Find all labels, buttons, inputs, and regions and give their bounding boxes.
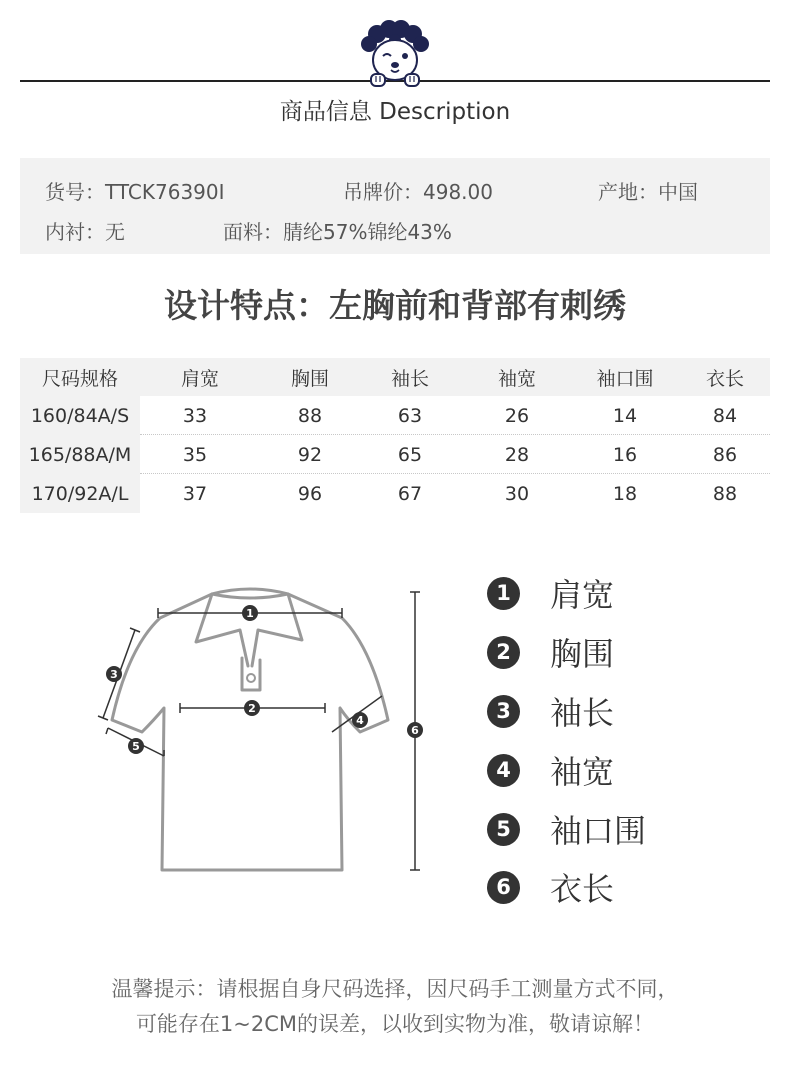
value-cell: 14	[612, 404, 638, 427]
measurement-note-line-2: 可能存在1~2CM的误差，以收到实物为准，敬请谅解！	[135, 1012, 655, 1036]
collar-band	[212, 594, 288, 598]
value-cell: 67	[397, 482, 423, 505]
marker-3	[106, 666, 122, 682]
button	[247, 674, 255, 682]
lining: 内衬：无	[45, 220, 125, 244]
svg-text:2: 2	[248, 702, 256, 715]
svg-text:4: 4	[356, 714, 364, 727]
value-cell: 35	[182, 443, 208, 466]
design-feature-title: 设计特点：左胸前和背部有刺绣	[164, 286, 626, 325]
legend-number: 6	[487, 871, 520, 904]
product-info-panel	[20, 158, 770, 254]
legend-label: 胸围	[550, 635, 615, 673]
value-cell: 26	[504, 404, 530, 427]
legend-number: 5	[487, 813, 520, 846]
item-number: 货号：TTCK76390I	[45, 180, 225, 204]
svg-text:1: 1	[246, 607, 254, 620]
marker-4	[352, 712, 368, 728]
value-cell: 88	[297, 404, 323, 427]
size-table-header	[20, 358, 770, 396]
table-row	[20, 435, 770, 474]
marker-5	[128, 738, 144, 754]
tag-price: 吊牌价：498.00	[343, 180, 493, 204]
shirt-outline	[112, 589, 388, 870]
collar-left	[196, 594, 248, 666]
table-row	[20, 474, 770, 513]
section-title: 商品信息 Description	[279, 99, 511, 125]
bear-mascot-logo	[355, 20, 435, 90]
value-cell: 63	[397, 404, 423, 427]
shirt-measurement-diagram	[90, 570, 450, 890]
value-cell: 92	[297, 443, 323, 466]
legend-item-sleeve-width	[487, 750, 614, 790]
size-cell: 165/88A/M	[20, 435, 140, 474]
legend-item-sleeve-length	[487, 691, 614, 731]
legend-number: 2	[487, 636, 520, 669]
svg-text:6: 6	[411, 724, 419, 737]
size-cell: 170/92A/L	[20, 474, 140, 513]
measurement-note-line-1: 温馨提示：请根据自身尺码选择，因尺码手工测量方式不同，	[111, 977, 679, 1001]
value-cell: 37	[182, 482, 208, 505]
value-cell: 65	[397, 443, 423, 466]
header-cell: 胸围	[290, 367, 329, 390]
legend-item-shoulder	[487, 573, 614, 613]
svg-text:5: 5	[132, 740, 140, 753]
legend-item-length	[487, 867, 614, 907]
value-cell: 28	[504, 443, 530, 466]
header-cell: 袖长	[390, 367, 429, 390]
value-cell: 18	[612, 482, 638, 505]
value-cell: 33	[182, 404, 208, 427]
value-cell: 16	[612, 443, 638, 466]
value-cell: 88	[712, 482, 738, 505]
legend-number: 3	[487, 695, 520, 728]
origin: 产地：中国	[598, 180, 698, 204]
marker-6	[407, 722, 423, 738]
size-cell: 160/84A/S	[20, 396, 140, 435]
legend-label: 肩宽	[550, 576, 615, 614]
value-cell: 84	[712, 404, 738, 427]
header-cell: 袖口围	[596, 367, 654, 390]
header-cell: 肩宽	[180, 367, 219, 390]
legend-item-cuff	[487, 809, 646, 849]
size-table	[20, 358, 770, 513]
marker-1	[242, 605, 258, 621]
legend-item-chest	[487, 632, 614, 672]
header-cell: 衣长	[705, 367, 744, 390]
value-cell: 30	[504, 482, 530, 505]
header-cell: 袖宽	[497, 367, 536, 390]
fabric: 面料：腈纶57%锦纶43%	[223, 220, 452, 244]
marker-2	[244, 700, 260, 716]
svg-text:3: 3	[110, 668, 118, 681]
legend-label: 袖宽	[550, 753, 615, 791]
legend-number: 1	[487, 577, 520, 610]
legend-label: 袖长	[550, 694, 615, 732]
collar-right	[252, 594, 302, 666]
value-cell: 96	[297, 482, 323, 505]
legend-label: 袖口围	[550, 812, 647, 850]
value-cell: 86	[712, 443, 738, 466]
legend-label: 衣长	[550, 870, 615, 908]
legend-number: 4	[487, 754, 520, 787]
header-cell: 尺码规格	[41, 367, 118, 390]
table-row	[20, 396, 770, 435]
